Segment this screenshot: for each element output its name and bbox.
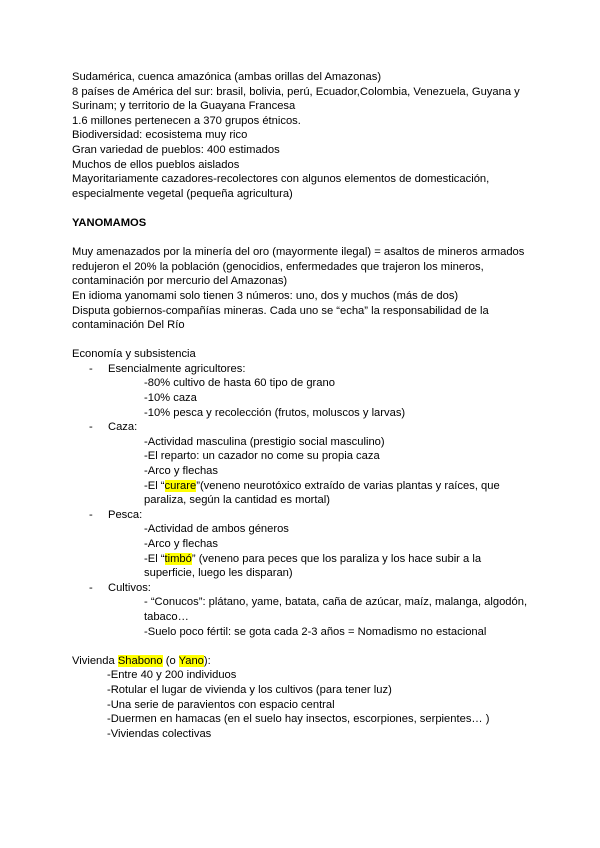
- vivienda-title: [72, 654, 532, 669]
- text-run: -El “: [144, 479, 165, 492]
- spacer: [72, 231, 532, 246]
- sub-item: -Suelo poco fértil: se gota cada 2-3 años = Nomadismo no estacional: [144, 625, 487, 638]
- sub-item-curare: [72, 479, 532, 494]
- bullet-label: Esencialmente agricultores:: [108, 362, 246, 375]
- text-run: -El “: [144, 552, 165, 565]
- paragraph-line: Disputa gobiernos-compañías mineras. Cada uno se “echa” la responsabilidad de la: [72, 304, 489, 317]
- economy-title: Economía y subsistencia: [72, 348, 196, 361]
- vivienda-item: -Rotular el lugar de vivienda y los cultivos (para tener luz): [107, 683, 392, 696]
- sub-item: -10% pesca y recolección (frutos, moluscos y larvas): [144, 406, 406, 419]
- intro-line: Muchos de ellos pueblos aislados: [72, 158, 240, 171]
- sub-item-timbo: [72, 552, 532, 567]
- sub-item: -80% cultivo de hasta 60 tipo de grano: [144, 377, 335, 390]
- bullet-cultivos: [72, 581, 532, 596]
- intro-line: especialmente vegetal (pequeña agricultura): [72, 187, 293, 200]
- bullet-dash: -: [89, 362, 93, 375]
- text-run: (o: [162, 654, 179, 667]
- bullet-dash: -: [89, 421, 93, 434]
- sub-item: -10% caza: [144, 392, 197, 405]
- bullet-label: Pesca:: [108, 508, 143, 521]
- paragraph-line: En idioma yanomami solo tienen 3 números: uno, dos y muchos (más de dos): [72, 289, 459, 302]
- bullet-dash: -: [89, 581, 93, 594]
- paragraph-line: redujeron el 20% la población (genocidios, enfermedades que trajeron los mineros,: [72, 260, 484, 273]
- paragraph-line: Muy amenazados por la minería del oro (mayormente ilegal) = asaltos de mineros armados: [72, 246, 525, 259]
- text-run: ):: [203, 654, 211, 667]
- intro-line: Gran variedad de pueblos: 400 estimados: [72, 143, 280, 156]
- text-run: ” (veneno para peces que los paraliza y los hace subir a la: [191, 552, 482, 565]
- highlight-yano: Yano: [178, 654, 204, 667]
- sub-item: -Arco y flechas: [144, 538, 218, 550]
- bullet-label: Cultivos:: [108, 581, 151, 594]
- document-page: [72, 70, 532, 741]
- intro-line: Biodiversidad: ecosistema muy rico: [72, 129, 248, 142]
- spacer: [72, 333, 532, 348]
- vivienda-item: -Duermen en hamacas (en el suelo hay insectos, escorpiones, serpientes… ): [107, 713, 490, 726]
- vivienda-item: -Entre 40 y 200 individuos: [107, 669, 237, 682]
- bullet-caza: [72, 420, 532, 435]
- intro-line: Mayoritariamente cazadores-recolectores con algunos elementos de domesticación,: [72, 173, 490, 186]
- highlight-curare: curare: [164, 479, 197, 492]
- highlight-timbo: timbó: [164, 552, 192, 565]
- sub-item-continuation: tabaco…: [144, 610, 189, 623]
- intro-line: Surinam; y territorio de la Guayana Francesa: [72, 100, 296, 113]
- paragraph-line: contaminación Del Río: [72, 319, 185, 332]
- bullet-label: Caza:: [108, 421, 138, 434]
- bullet-agricultores: [72, 362, 532, 377]
- sub-item: -Actividad masculina (prestigio social masculino): [144, 435, 385, 448]
- sub-item-continuation: superficie, luego les disparan): [144, 567, 293, 580]
- intro-line: Sudamérica, cuenca amazónica (ambas orillas del Amazonas): [72, 71, 382, 83]
- text-run: Vivienda: [72, 654, 118, 667]
- spacer: [72, 201, 532, 216]
- intro-line: 1.6 millones pertenecen a 370 grupos étnicos.: [72, 114, 301, 127]
- spacer: [72, 639, 532, 654]
- paragraph-line: contaminación por mercurio del Amazonas): [72, 275, 288, 288]
- text-run: ”(veneno neurotóxico extraído de varias plantas y raíces, que: [196, 479, 500, 492]
- sub-item-continuation: paraliza, según la cantidad es mortal): [144, 494, 330, 507]
- highlight-shabono: Shabono: [117, 654, 163, 667]
- intro-line: 8 países de América del sur: brasil, bolivia, perú, Ecuador,Colombia, Venezuela, Guyana y: [72, 85, 520, 98]
- bullet-dash: -: [89, 508, 93, 521]
- sub-item: -El reparto: un cazador no come su propia caza: [144, 450, 380, 463]
- sub-item: - “Conucos”: plátano, yame, batata, caña de azúcar, maíz, malanga, algodón,: [144, 596, 528, 609]
- vivienda-item: -Viviendas colectivas: [107, 727, 212, 740]
- section-heading: YANOMAMOS: [72, 216, 147, 229]
- vivienda-item: -Una serie de paravientos con espacio central: [107, 698, 335, 711]
- bullet-pesca: [72, 508, 532, 523]
- sub-item: -Actividad de ambos géneros: [144, 523, 289, 536]
- sub-item: -Arco y flechas: [144, 465, 218, 478]
